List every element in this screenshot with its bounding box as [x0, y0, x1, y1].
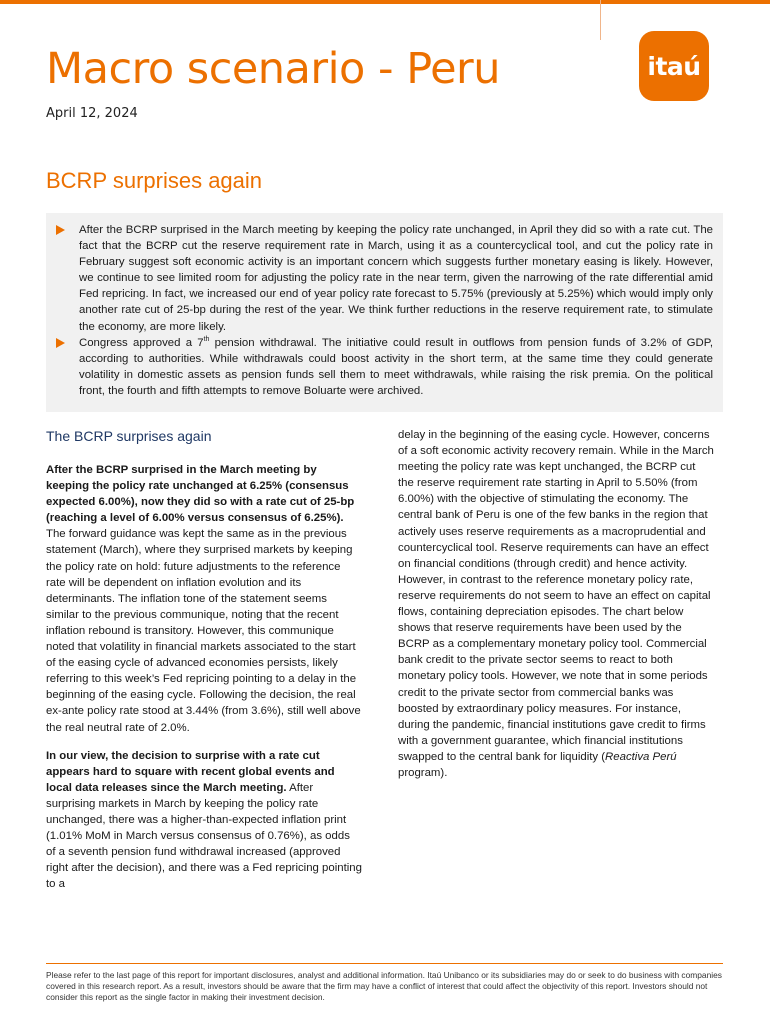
bullet-arrow-icon: [56, 338, 65, 348]
report-date: April 12, 2024: [46, 106, 138, 121]
program-name: Reactiva Perú: [605, 750, 677, 763]
bullet-arrow-icon: [56, 225, 65, 235]
paragraph-2-lead: In our view, the decision to surprise with a rate cut appears hard to square with recent global events and local data releases since the March meeting.: [46, 749, 335, 794]
paragraph-3: [398, 427, 714, 781]
logo-text: itaú: [647, 51, 701, 81]
summary-bullet-2: [56, 335, 713, 399]
paragraph-3-end: program).: [398, 766, 448, 779]
summary-bullet-1: [56, 222, 713, 335]
report-headline: BCRP surprises again: [46, 168, 263, 193]
paragraph-1: [46, 462, 362, 736]
summary-box: [46, 213, 723, 412]
footer-rule: [46, 963, 723, 964]
paragraph-3-text: delay in the beginning of the easing cycle. However, concerns of a soft economic activity recovery remain. While in the March meeting the policy rate was kept unchanged, the BCRP cut the reserve requirement rate starting in April to 5.50% (from 6.00%) with the objective of stimulating the economy. The central bank of Peru is one of the few banks in the region that actively uses reserve requirements as a macroprudential and countercyclical tool. Reserve requirements can have an effect on financial conditions (through credit) and hence activity. However, in contrast to the reference monetary policy rate, reserve requirements do not seem to have an effect on capital flows, containing depreciation episodes. The chart below shows that reserve requirements have been used by the BCRP as a complementary monetary policy tool. Commercial bank credit to the private sector seems to react to both monetary policy tools. However, we note that in some periods credit to the private sector from commercial banks was boosted by extraordinary policy measures. For instance, during the pandemic, financial institutions gave credit to firms with a government guarantee, which financial institutions swapped to the central bank for liquidity (: [398, 429, 714, 763]
section-title: The BCRP surprises again: [46, 428, 212, 444]
header-divider: [600, 0, 601, 40]
summary-bullet-text: After the BCRP surprised in the March meeting by keeping the policy rate unchanged, in April they did so with a rate cut. The fact that the BCRP cut the reserve requirement rate in March, using it as a countercyclical tool, and cut the policy rate in February suggest soft economic activity is an important concern which suggests further monetary easing is likely. However, we continue to see limited room for adjusting the policy rate in the near term, given the narrowing of the rate differential amid Fed repricing. In fact, we increased our end of year policy rate forecast to 5.75% (previously at 5.25%) which would imply only another rate cut of 25-bp during the rest of the year. We think further reductions in the reserve requirement rate, to stimulate the economy, are more likely.: [79, 224, 713, 333]
summary-bullet-text-pre: Congress approved a 7: [79, 336, 204, 349]
right-column: [398, 427, 714, 793]
paragraph-2: [46, 748, 362, 893]
report-title: Macro scenario - Peru: [46, 44, 500, 94]
summary-bullet-text-post: pension withdrawal. The initiative could result in outflows from pension funds of 3.2% of GDP, according to authorities. While withdrawals could boost activity in the short term, at the same time they could generate volatility in domestic assets as pension funds sell them to meet withdrawals, while raising the risk premia. On the political front, the fourth and fifth attempts to remove Boluarte were archived.: [79, 336, 713, 397]
top-accent-rule: [0, 0, 770, 4]
paragraph-1-lead: After the BCRP surprised in the March meeting by keeping the policy rate unchanged at 6.25% (consensus expected 6.00%), now they did so with a rate cut of 25-bp (reaching a level of 6.00% versus consensus of 6.25%).: [46, 464, 355, 525]
ordinal-suffix: th: [203, 335, 210, 343]
paragraph-1-text: The forward guidance was kept the same as in the previous statement (March), where they surprised markets by keeping the policy rate on hold: future adjustments to the reference rate will be dependent on inflation evolution and its determinants. The inflation tone of the statement seems similar to the previous communique, noting that the recent inflation rebound is transitory. However, this communique noted that volatility in financial markets associated to the start of the easing cycle of advanced economies persists, likely referring to this week’s Fed repricing pointing to a delay in the beginning of the easing cycle. Following the decision, the real ex-ante policy rate stood at 3.44% (from 3.6%), still well above the real neutral rate of 2.0%.: [46, 528, 361, 734]
itau-logo: [639, 31, 709, 101]
footer-disclaimer: Please refer to the last page of this report for important disclosures, analyst and additional information. Itaú Unibanco or its subsidiaries may do or seek to do business with companies covered in this research report. As a result, investors should be aware that the firm may have a conflict of interest that could affect the objectivity of this report. Investors should not consider this report as the single factor in making their investment decision.: [46, 970, 722, 1002]
left-column: [46, 426, 362, 904]
paragraph-2-text: After surprising markets in March by keeping the policy rate unchanged, there was a higher-than-expected inflation print (1.01% MoM in March versus consensus of 0.76%), as odds of a seventh pension fund withdrawal increased (approved right after the decision), and there was a Fed repricing pointing to a: [46, 781, 362, 891]
